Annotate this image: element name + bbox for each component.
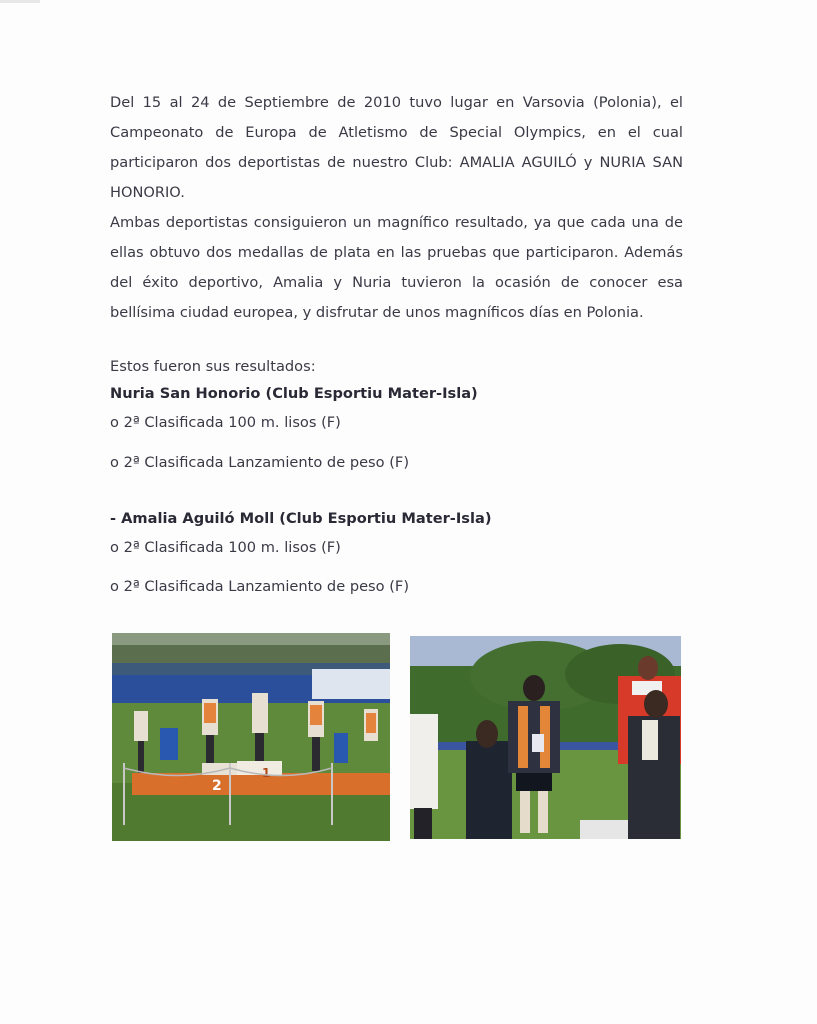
intro-paragraph-1: Del 15 al 24 de Septiembre de 2010 tuvo lugar en Varsovia (Polonia), el Campeonato de Europa de Atletismo de Special Olympics, en el cual participaron dos deportistas de nuestro Club: AMALIA AGUILÓ y NURIA SAN HONORIO. [110,94,683,201]
podium-number-1: 1 [262,766,271,780]
athlete-name-nuria: Nuria San Honorio (Club Esportiu Mater-Isla) [110,385,478,402]
photo-medal-ceremony [410,636,681,839]
intro-text [110,88,683,328]
intro-paragraph-2: Ambas deportistas consiguieron un magnífico resultado, ya que cada una de ellas obtuvo dos medallas de plata en las pruebas que participaron. Además del éxito deportivo, Amalia y Nuria tuvieron la ocasión de conocer esa bellísima ciudad europea, y disfrutar de unos magníficos días en Polonia. [110,214,683,321]
podium-number-2: 2 [212,778,222,794]
results-heading: Estos fueron sus resultados: [110,358,316,375]
photo-podium-group [112,633,390,841]
athlete-name-amalia: - Amalia Aguiló Moll (Club Esportiu Mater-Isla) [110,510,492,527]
result-item: o 2ª Clasificada 100 m. lisos (F) [110,414,341,431]
result-item: o 2ª Clasificada 100 m. lisos (F) [110,539,341,556]
result-item: o 2ª Clasificada Lanzamiento de peso (F) [110,578,410,595]
scan-edge-mark [0,0,40,3]
result-item: o 2ª Clasificada Lanzamiento de peso (F) [110,454,410,471]
